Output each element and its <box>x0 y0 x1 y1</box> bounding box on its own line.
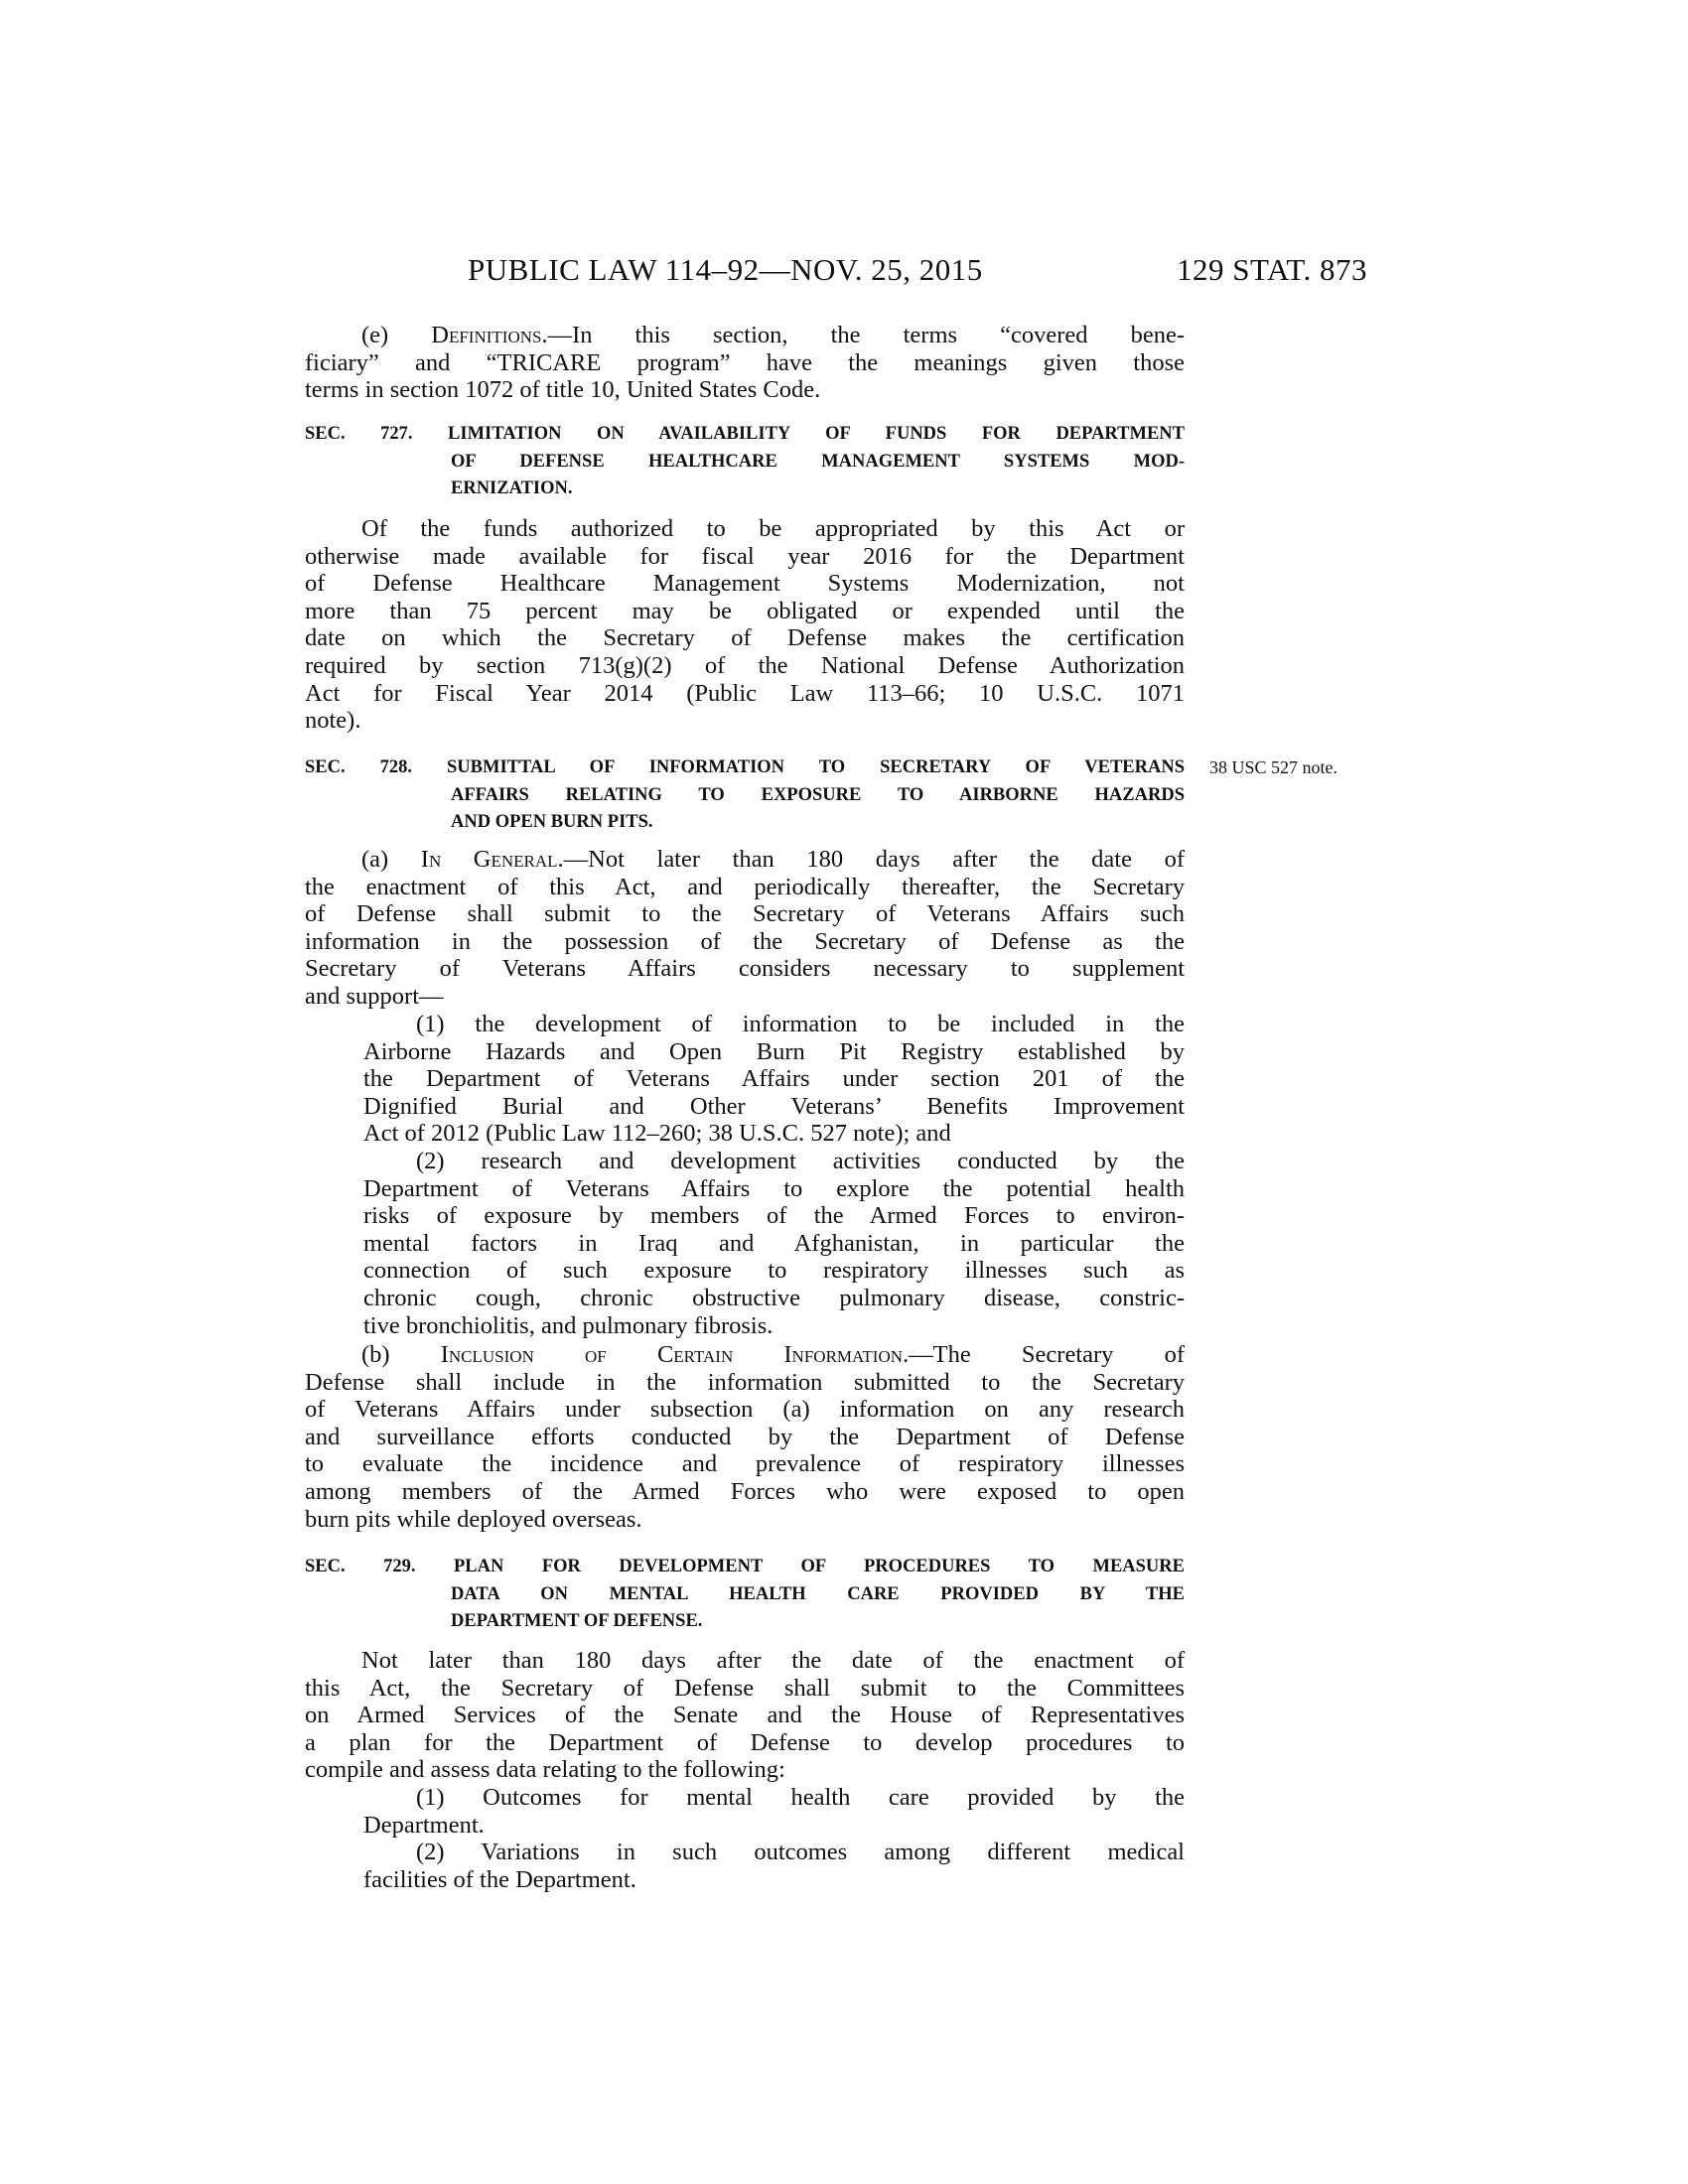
text-line: tive bronchiolitis, and pulmonary fibrosis. <box>363 1311 774 1339</box>
page-statute-number: 129 STAT. 873 <box>1177 252 1368 287</box>
text-line: Airborne Hazards and Open Burn Pit Registry established by <box>363 1037 1185 1065</box>
text-line: Secretary of Veterans Affairs considers necessary to supplement <box>305 955 1185 983</box>
text-line: to evaluate the incidence and prevalence of respiratory illnesses <box>305 1450 1185 1478</box>
section-727-body <box>305 515 1185 735</box>
text-line: mental factors in Iraq and Afghanistan, in particular the <box>363 1229 1185 1257</box>
text-line: (2) Variations in such outcomes among different medical <box>416 1839 1185 1865</box>
text-line: chronic cough, chronic obstructive pulmonary disease, constric- <box>363 1284 1185 1311</box>
text-line: OF DEFENSE HEALTHCARE MANAGEMENT SYSTEMS MOD- <box>451 451 1185 472</box>
text-segment: (e) <box>361 322 432 348</box>
text-line: Of the funds authorized to be appropriated by this Act or <box>361 515 1185 542</box>
text-line: on Armed Services of the Senate and the House of Representatives <box>305 1702 1185 1729</box>
subsection-e-definitions <box>305 322 1185 404</box>
text-line: DEPARTMENT OF DEFENSE. <box>451 1611 703 1632</box>
section-728-heading <box>305 754 1185 837</box>
text-line: date on which the Secretary of Defense makes the certification <box>305 624 1185 652</box>
text-line: and support— <box>305 982 444 1010</box>
text-line <box>305 1341 1185 1369</box>
text-segment: .—Not later than 180 days after the date of <box>557 846 1185 873</box>
subsection-heading: Inclusion of Certain Information <box>440 1341 904 1368</box>
text-line: and surveillance efforts conducted by the Department of Defense <box>305 1423 1185 1450</box>
text-line: Department. <box>363 1811 485 1839</box>
section-728-subsection-b <box>305 1341 1185 1533</box>
text-line: facilities of the Department. <box>363 1865 636 1893</box>
text-line: Department of Veterans Affairs to explore the potential health <box>363 1174 1185 1202</box>
text-line: (2) research and development activities conducted by the <box>416 1148 1185 1174</box>
text-line: Not later than 180 days after the date of the enactment of <box>361 1647 1185 1674</box>
text-segment: (b) <box>361 1341 441 1368</box>
text-line: SEC. 729. PLAN FOR DEVELOPMENT OF PROCEDURES TO MEASURE <box>305 1557 1185 1576</box>
text-line: ficiary” and “TRICARE program” have the meanings given those <box>305 348 1185 376</box>
text-line: (1) the development of information to be included in the <box>416 1011 1185 1037</box>
text-line: Act of 2012 (Public Law 112–260; 38 U.S.C. 527 note); and <box>363 1120 951 1148</box>
text-segment: (a) <box>361 846 421 873</box>
subsection-heading: Definitions <box>431 322 542 348</box>
margin-note: 38 USC 527 note. <box>1209 757 1338 777</box>
text-line: a plan for the Department of Defense to develop procedures to <box>305 1728 1185 1756</box>
text-line: more than 75 percent may be obligated or expended until the <box>305 597 1185 624</box>
text-line: compile and assess data relating to the following: <box>305 1756 785 1784</box>
section-729-body <box>305 1647 1185 1784</box>
text-line: risks of exposure by members of the Armed Forces to environ- <box>363 1202 1185 1230</box>
text-segment: .—The Secretary of <box>903 1341 1185 1368</box>
text-segment: .—In this section, the terms “covered bene- <box>541 322 1185 348</box>
text-line: this Act, the Secretary of Defense shall submit to the Committees <box>305 1674 1185 1702</box>
section-729-paragraph-1 <box>305 1784 1185 1839</box>
text-line: burn pits while deployed overseas. <box>305 1505 642 1533</box>
text-line: Defense shall include in the information submitted to the Secretary <box>305 1368 1185 1396</box>
text-line: otherwise made available for fiscal year 2016 for the Department <box>305 542 1185 570</box>
running-header-title: PUBLIC LAW 114–92—NOV. 25, 2015 <box>468 252 983 287</box>
text-line: Dignified Burial and Other Veterans’ Benefits Improvement <box>363 1092 1185 1120</box>
text-line: of Defense shall submit to the Secretary of Veterans Affairs such <box>305 900 1185 928</box>
subsection-heading: In General <box>420 846 558 873</box>
text-line: (1) Outcomes for mental health care provided by the <box>416 1784 1185 1811</box>
text-line: terms in section 1072 of title 10, United States Code. <box>305 376 821 404</box>
section-727-heading <box>305 421 1185 503</box>
section-729-heading <box>305 1554 1185 1636</box>
text-line: connection of such exposure to respiratory illnesses such as <box>363 1257 1185 1285</box>
section-728-paragraph-2 <box>305 1148 1185 1339</box>
text-line: AFFAIRS RELATING TO EXPOSURE TO AIRBORNE HAZARDS <box>451 784 1185 805</box>
text-line: note). <box>305 707 361 735</box>
text-line: SEC. 728. SUBMITTAL OF INFORMATION TO SECRETARY OF VETERANS <box>305 757 1185 777</box>
text-line: SEC. 727. LIMITATION ON AVAILABILITY OF FUNDS FOR DEPARTMENT <box>305 424 1185 444</box>
text-line <box>305 322 1185 349</box>
text-line: of Defense Healthcare Management Systems Modernization, not <box>305 570 1185 598</box>
text-line: the enactment of this Act, and periodically thereafter, the Secretary <box>305 873 1185 900</box>
text-line <box>305 846 1185 874</box>
text-line: of Veterans Affairs under subsection (a) information on any research <box>305 1396 1185 1424</box>
text-line: information in the possession of the Secretary of Defense as the <box>305 927 1185 955</box>
section-729-paragraph-2 <box>305 1839 1185 1893</box>
text-line: DATA ON MENTAL HEALTH CARE PROVIDED BY THE <box>451 1583 1185 1604</box>
text-line: ERNIZATION. <box>451 478 573 499</box>
section-728-paragraph-1 <box>305 1011 1185 1148</box>
text-line: required by section 713(g)(2) of the National Defense Authorization <box>305 651 1185 679</box>
text-line: the Department of Veterans Affairs under section 201 of the <box>363 1065 1185 1093</box>
text-line: AND OPEN BURN PITS. <box>451 812 653 833</box>
text-line: Act for Fiscal Year 2014 (Public Law 113–66; 10 U.S.C. 1071 <box>305 679 1185 707</box>
text-line: among members of the Armed Forces who were exposed to open <box>305 1477 1185 1505</box>
section-728-subsection-a <box>305 846 1185 1011</box>
